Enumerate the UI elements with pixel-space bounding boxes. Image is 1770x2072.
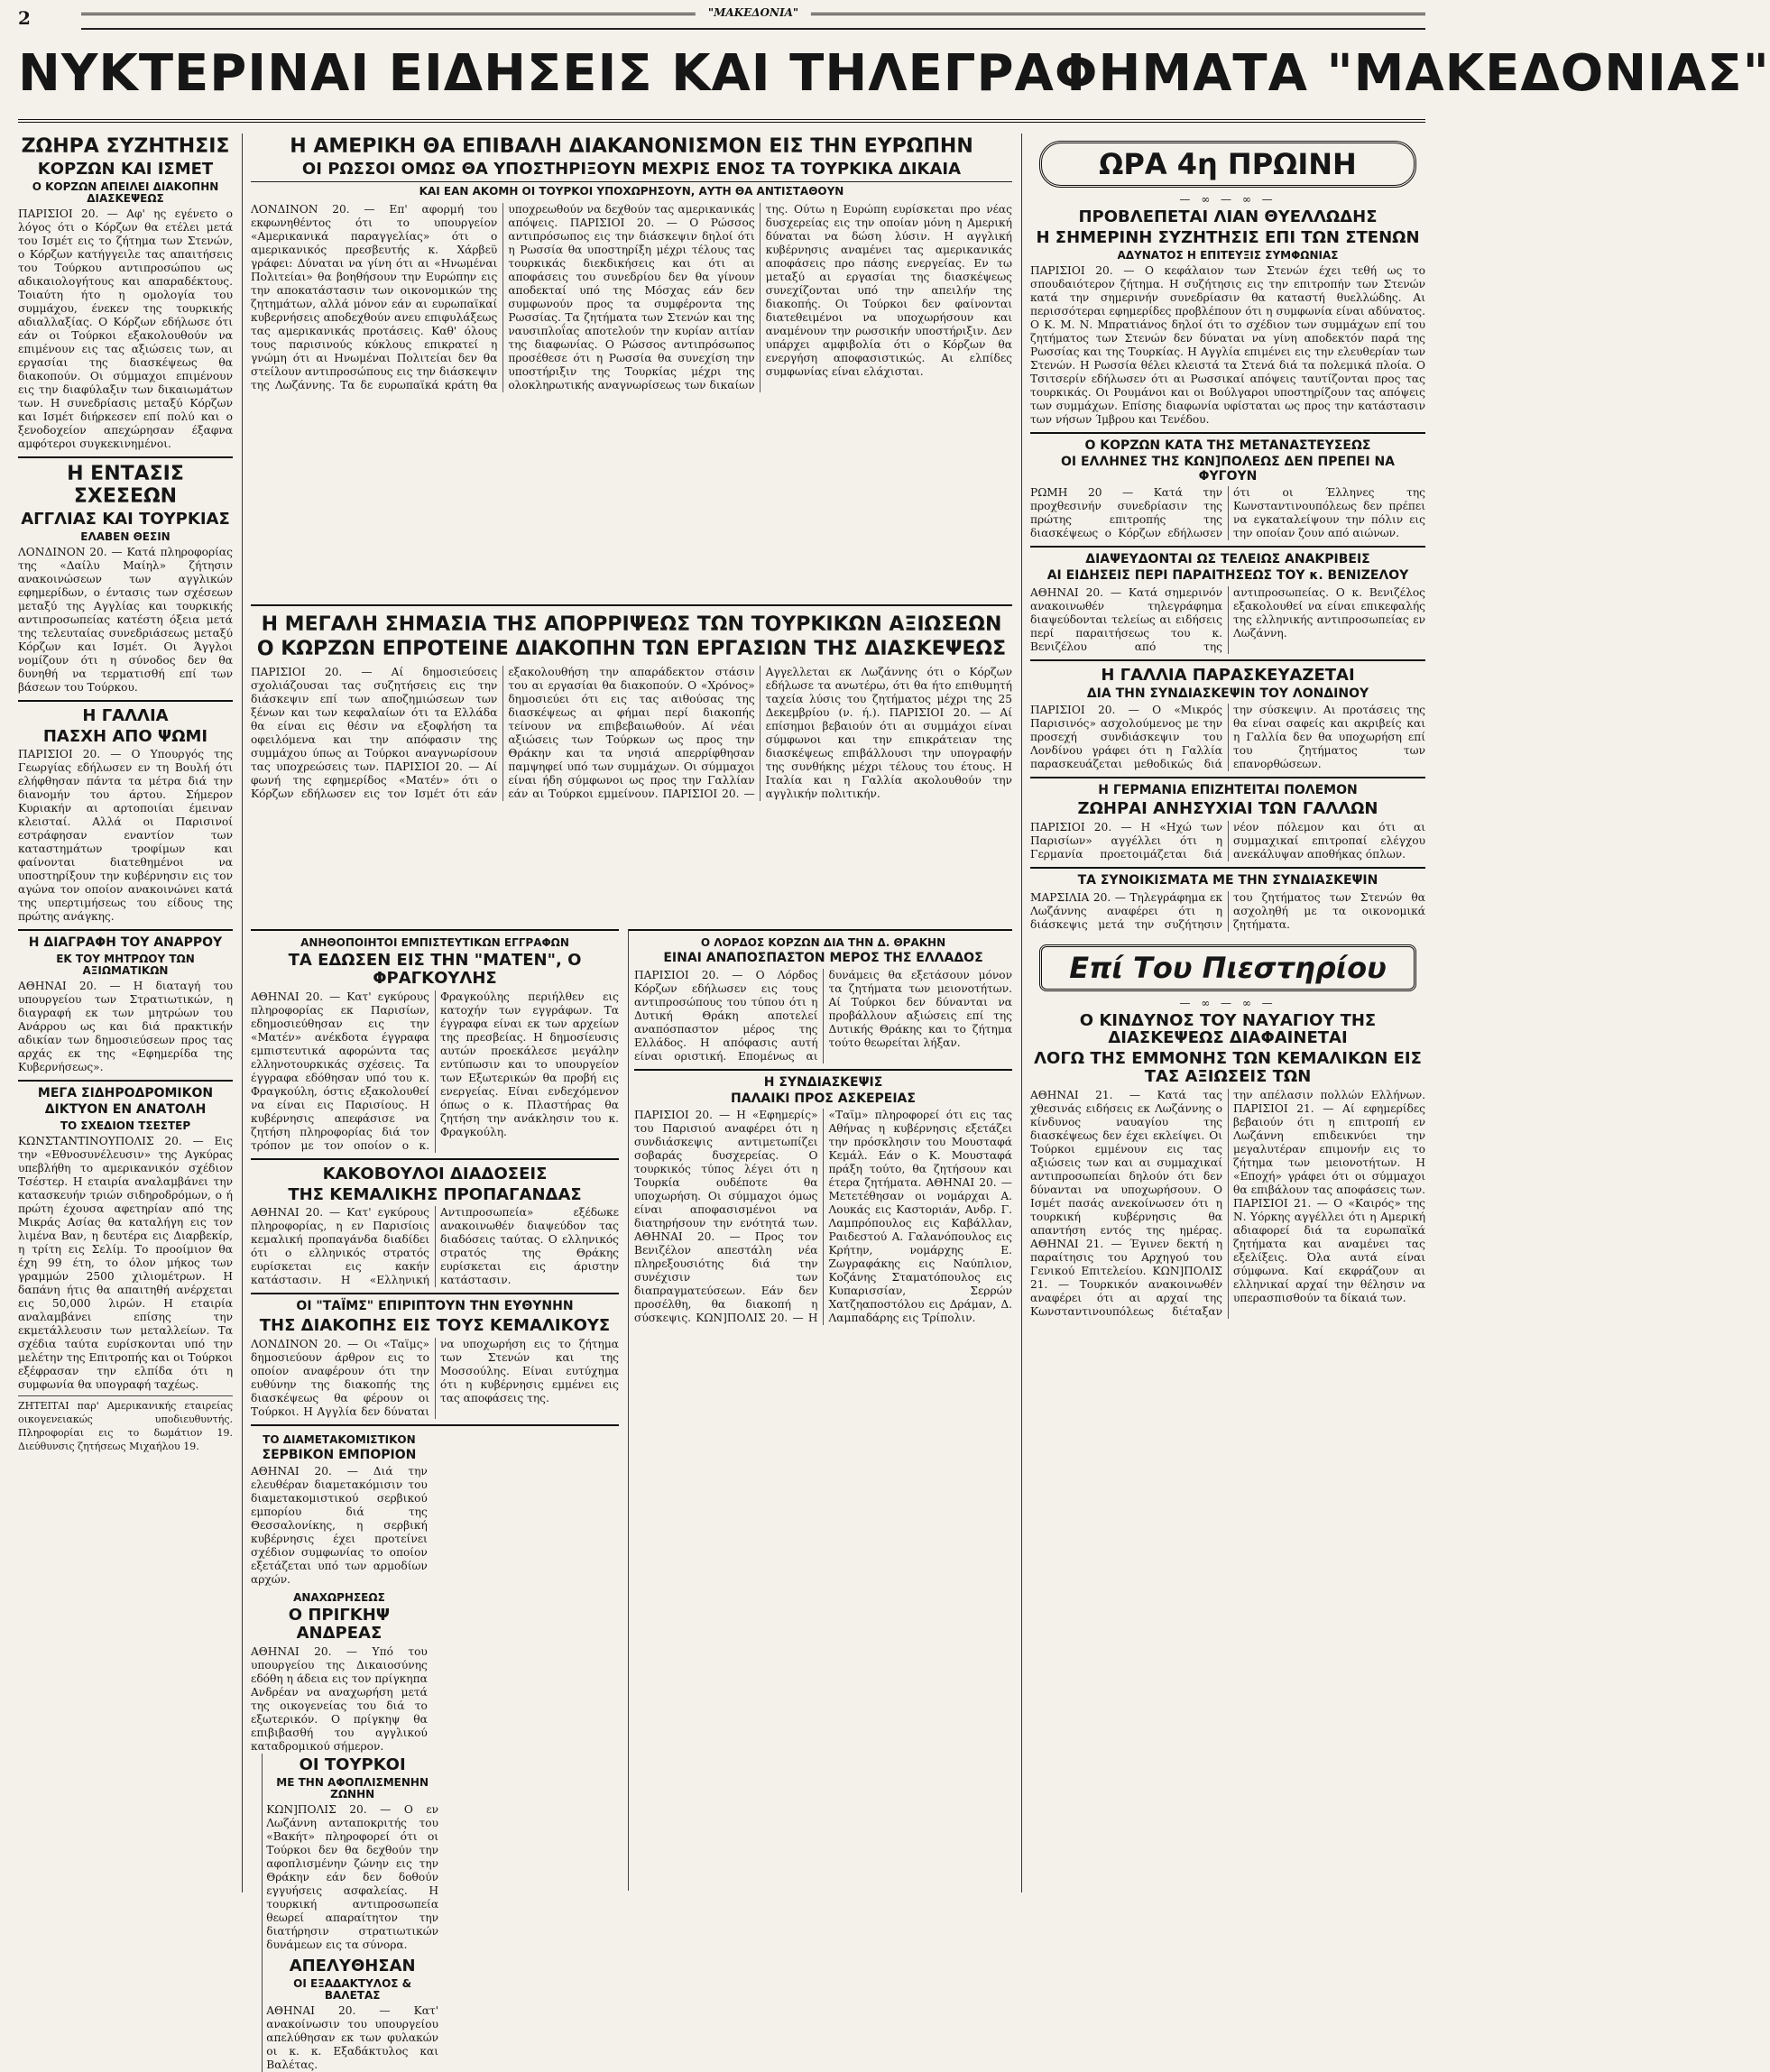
article-body: ΑΘΗΝΑΙ 20. — Διά την ελευθέραν διαμετακόμισιν του διαμετακομιστικού σερβικού εμπορίου διά της Θεσσαλονίκης, η σερβική κυβέρνησις έχει προτείνει σχέδιον συμφωνίας το οποίον εξετάζεται υπό των αρμοδίων αρχών. — [251, 1465, 428, 1587]
subheadline: ΑΙ ΕΙΔΗΣΕΙΣ ΠΕΡΙ ΠΑΡΑΙΤΗΣΕΩΣ ΤΟΥ κ. ΒΕΝΙΖΕΛΟΥ — [1046, 568, 1409, 584]
late-news-box: ΩΡΑ 4η ΠΡΩΙΝΗ — [1039, 141, 1416, 188]
subheadline: ΑΔΥΝΑΤΟΣ Η ΕΠΙΤΕΥΞΙΣ ΣΥΜΦΩΝΙΑΣ — [1117, 248, 1339, 262]
subheadline: ΤΗΣ ΚΕΜΑΛΙΚΗΣ ΠΡΟΠΑΓΑΝΔΑΣ — [288, 1184, 582, 1204]
headline: Ο ΛΟΡΔΟΣ ΚΟΡΖΩΝ ΔΙΑ ΤΗΝ Δ. ΘΡΑΚΗΝ — [700, 936, 946, 949]
headline: ΖΩΗΡΑ ΣΥΖΗΤΗΣΙΣ — [21, 135, 230, 158]
subheadline: ΛΟΓΩ ΤΗΣ ΕΜΜΟΝΗΣ ΤΩΝ ΚΕΜΑΛΙΚΩΝ ΕΙΣ ΤΑΣ ΑΞΙΩΣΕΙΣ ΤΩΝ — [1034, 1049, 1422, 1086]
article-body: ΚΩΝ]ΠΟΛΙΣ 20. — Ο εν Λωζάννη ανταποκριτής του «Βακήτ» πληροφορεί ότι οι Τούρκοι δεν θα δεχθούν την αφοπλισμένην ζώνην εις την Θράκην εάν δεν δοθούν εγγυήσεις ασφαλείας. Η τουρκική αντιπροσωπεία θεωρεί απαραίτητον την διατήρησιν στρατιωτικών δυνάμεων εις τα σύνορα. — [266, 1803, 439, 1952]
article-body: ΛΟΝΔΙΝΟΝ 20. — Οι «Ταϊμς» δημοσιεύουν άρθρον εις το οποίον αναφέρουν ότι την ευθύνην της διακοπής της διασκέψεως θα φέρουν οι Τούρκοι. Η Αγγλία δεν δύναται να υποχωρήση εις το ζήτημα των Στενών και της Μοσσούλης. Είναι ευτύχημα ότι η κυβέρνησις εμμένει εις τας αποφάσεις της. — [251, 1337, 619, 1418]
article-body: ΠΑΡΙΣΙΟΙ 20. — Η «Εφημερίς» του Παρισιού αναφέρει ότι η συνδιάσκεψις αντιμετωπίζει σοβαράς δυσχερείας. Ο τουρκικός τύπος λέγει ότι η Τουρκία ουδέποτε θα υποχωρήση. Οι σύμμαχοι όμως είναι αποφασισμένοι να διατηρήσουν την ενότητά των. ΑΘΗΝΑΙ 20. — Προς τον Βενιζέλον απεστάλη νέα πληρεξουσιότης διά την συνέχισιν των διαπραγματεύσεων. Εάν δεν προσέλθη, θα διακοπή η σύσκεψις. ΚΩΝ]ΠΟΛΙΣ 20. — Η «Ταϊμ» πληροφορεί ότι εις τας Αθήνας η κυβέρνησις εξετάζει την πρόσκλησιν του Μουσταφά Κεμάλ. Εάν ο Κ. Μουσταφά πράξη τούτο, θα ζητήσουν και έτερα ζητήματα. ΑΘΗΝΑΙ 20. — Μετετέθησαν οι νομάρχαι Α. Λουκάς εις Καστοριάν, Ανδρ. Γ. Λαμπρόπουλος εις Καβάλλαν, Ραιδεστού Α. Γαλανόπουλος εις Κρήτην, νομάρχης Ε. Ζωγραφάκης εις Ναύπλιον, Κοζάνης Σταματόπουλος εις Κυπαρισσίαν, Σερρών Χατζηαποστόλου εις Δράμαν, Δ. Λαμπαδάρης εις Τρίπολιν. — [634, 1109, 1012, 1325]
press-box: Επί Του Πιεστηρίου — [1039, 944, 1416, 991]
column-rule — [1021, 134, 1022, 1892]
divider — [251, 1424, 619, 1426]
headline: Η ΓΕΡΜΑΝΙΑ ΕΠΙΖΗΤΕΙΤΑΙ ΠΟΛΕΜΟΝ — [1098, 782, 1358, 797]
divider — [1030, 777, 1425, 778]
divider — [1030, 659, 1425, 661]
subheadline: Ο ΚΩΡΖΩΝ ΕΠΡΟΤΕΙΝΕ ΔΙΑΚΟΠΗΝ ΤΩΝ ΕΡΓΑΣΙΩΝ ΤΗΣ ΔΙΑΣΚΕΨΕΩΣ — [256, 638, 1007, 661]
article-anarros — [18, 936, 233, 1074]
subheadline: Η ΣΗΜΕΡΙΝΗ ΣΥΖΗΤΗΣΙΣ ΕΠΙ ΤΩΝ ΣΤΕΝΩΝ — [1036, 227, 1420, 247]
turks-article — [262, 1754, 438, 2072]
subheadline: ΚΟΡΖΩΝ ΚΑΙ ΙΣΜΕΤ — [37, 160, 214, 180]
article-body: ΑΘΗΝΑΙ 20. — Η διαταγή του υπουργείου των Στρατιωτικών, η διαγραφή εκ των μητρώων του Ανάρρου ως και διά πρακτικήν αδικίαν των δημοσιεύσεων προς τας αρχάς εκ της «Εφημερίδα της Κυβερνήσεως». — [18, 980, 233, 1074]
article-body: ΠΑΡΙΣΙΟΙ 20. — Η «Ηχώ των Παρισίων» αγγέλλει ότι η Γερμανία προετοιμάζεται διά νέον πόλεμον και ότι αι συμμαχικαί επιτροπαί ελέγχου ανεκάλυψαν αποθήκας όπλων. — [1030, 821, 1425, 861]
article-body: ΛΟΝΔΙΝΟΝ 20. — Κατά πληροφορίας της «Δαίλυ Μαίηλ» ζήτησιν ανακοινώσεων των αγγλικών εφημερίδων, ο έντασις των σχέσεων μεταξύ της Αγγλίας και τουρκικής αντιπροσωπείας κατέστη όξεια μετά της τελευταίας συνεδριάσεως μεταξύ Κόρζων και Ισμέτ. Οι Άγγλοι νομίζουν ότι η σύνοδος δεν θα δυνηθή να τερματισθή επί των βάσεων του Τούρκου. — [18, 545, 233, 694]
subheadline: ΠΑΣΧΗ ΑΠΟ ΨΩΜΙ — [42, 726, 208, 746]
divider — [18, 456, 233, 458]
subheadline: ΤΟ ΣΧΕΔΙΟΝ ΤΣΕΣΤΕΡ — [60, 1119, 191, 1132]
divider — [18, 929, 233, 931]
subheadline: ΕΚ ΤΟΥ ΜΗΤΡΩΟΥ ΤΩΝ ΑΞΙΩΜΑΤΙΚΩΝ — [56, 952, 195, 977]
ornament: — ∞ — ∞ — — [1179, 193, 1277, 206]
subheadline: ΚΑΙ ΕΑΝ ΑΚΟΜΗ ΟΙ ΤΟΥΡΚΟΙ ΥΠΟΧΩΡΗΣΟΥΝ, ΑΥΤΗ ΘΑ ΑΝΤΙΣΤΑΘΟΥΝ — [251, 181, 1012, 198]
article-body: ΠΑΡΙΣΙΟΙ 20. — Ο Λόρδος Κόρζων εδήλωσεν εις τους αντιπροσώπους του τύπου ότι η Δυτική Θράκη αποτελεί αναπόσπαστον μέρος της Ελλάδος. Η απόφασις αυτή είναι οριστική. Επομένως αι δυνάμεις θα εξετάσουν μόνον τα ζητήματα των μειονοτήτων. Αί Τούρκοι δεν δύνανται να προβάλλουν αξιώσεις επί της Δυτικής Θράκης και το ζήτημα τούτο θεωρείται λήξαν. — [634, 968, 1012, 1063]
headline: Ο ΚΟΡΖΩΝ ΚΑΤΑ ΤΗΣ ΜΕΤΑΝΑΣΤΕΥΣΕΩΣ — [1084, 437, 1371, 453]
article-body: ΑΘΗΝΑΙ 20. — Κατ' εγκύρους πληροφορίας εκ Παρισίων, εδημοσιεύθησαν εις την «Ματέν» ανέκδοτα έγγραφα εμπιστευτικά αφορώντα τας ελληνοτουρκικάς σχέσεις. Τα έγγραφα εδόθησαν υπό του κ. Φραγκούλη, όστις εξακολουθεί να είναι εις Παρισίους. Η κυβέρνησις απεφάσισε να ζητήση πληροφορίας διά τον τρόπον με τον οποίον ο κ. Φραγκούλης περιήλθεν εις κατοχήν των εγγράφων. Τα έγγραφα είναι εκ των αρχείων της πρεσβείας. Η δημοσίευσις αυτών προεκάλεσε μεγάλην εντύπωσιν και το υπουργείον των Εξωτερικών θα προβή εις ενεργείας. Είναι ενδεχόμενον όπως ο κ. Πλαστήρας θα ζητήση την ανάκλησιν του κ. Φραγκούλη. — [251, 990, 619, 1152]
page-number: 2 — [18, 7, 31, 29]
center-low-left — [251, 929, 619, 2072]
column-rule — [242, 134, 243, 1892]
article-body: ΠΑΡΙΣΙΟΙ 20. — Αφ' ης εγένετο ο λόγος ότι ο Κόρζων θα ετέλει μετά του Ισμέτ εις το ζήτημα των Στενών, ο Κόρζων κατήγγειλε τας απαιτήσεις του Τούρκου αντιπροσώπου ως αδικαιολογήτους και απαραδέκτους. Τοιαύτη ήτο η ομολογία του συμμάχου, ένεκεν της τουρκικής αδιαλλαξίας. Ο Κόρζων εδήλωσε ότι εάν οι Τούρκοι εξακολουθούν να επιμένουν εις τας αξιώσεις των, αι εργασίαι της διασκέψεως θα διακοπούν. Οι σύμμαχοι επιμένουν εις την διαφύλαξιν των δικαιωμάτων των. Η συνεδρίασις μεταξύ Κόρζων και Ισμέτ διήρκεσεν επί πολύ και ο ξενοδοχείον απεχώρησαν έξαφνα αμφότεροι συγκεκινημένοι. — [18, 207, 233, 451]
subheadline: ΤΗΣ ΔΙΑΚΟΠΗΣ ΕΙΣ ΤΟΥΣ ΚΕΜΑΛΙΚΟΥΣ — [259, 1315, 611, 1335]
headline: Η ΣΥΝΔΙΑΣΚΕΨΙΣ — [763, 1074, 883, 1090]
transit-article — [251, 1432, 428, 1754]
divider — [18, 700, 233, 702]
subheadline: ΑΓΓΛΙΑΣ ΚΑΙ ΤΟΥΡΚΙΑΣ — [21, 509, 230, 529]
subheadline: ΜΕ ΤΗΝ ΑΦΟΠΛΙΣΜΕΝΗΝ ΖΩΝΗΝ — [276, 1775, 429, 1800]
headline: ΑΝΑΧΩΡΗΣΕΩΣ — [293, 1591, 385, 1605]
subheadline: ΕΛΑΒΕΝ ΘΕΣΙΝ — [80, 530, 171, 543]
headline: ΟΙ "ΤΑΪΜΣ" ΕΠΙΡΙΠΤΟΥΝ ΤΗΝ ΕΥΘΥΝΗΝ — [296, 1299, 574, 1314]
headline: ΟΙ ΤΟΥΡΚΟΙ — [299, 1754, 406, 1774]
subheadline: Ο ΠΡΙΓΚΗΨ ΑΝΔΡΕΑΣ — [288, 1606, 391, 1644]
article-body: ΠΑΡΙΣΙΟΙ 20. — Ο «Μικρός Παρισινός» ασχολούμενος με την προσεχή συνδιάσκεψιν του Λονδίνου γράφει ότι η Γαλλία παρασκευάζεται μεθοδικώς διά την σύσκεψιν. Αι προτάσεις της θα είναι σαφείς και ακριβείς και η Γαλλία δεν θα υποχωρήση επί του ζητήματος των επανορθώσεων. — [1030, 703, 1425, 770]
classified-ad: ΖΗΤΕΙΤΑΙ παρ' Αμερικανικής εταιρείας οικογενειακώς υποδιευθυντής. Πληροφορίαι εις το δωμάτιον 19. Διεύθυνσις ζητήσεως Μιχαήλου 19. — [18, 1395, 233, 1453]
headline: ΔΙΑΨΕΥΔΟΝΤΑΙ ΩΣ ΤΕΛΕΙΩΣ ΑΝΑΚΡΙΒΕΙΣ — [1085, 551, 1370, 566]
article-railway — [18, 1087, 233, 1453]
article-body: ΠΑΡΙΣΙΟΙ 20. — Ο Υπουργός της Γεωργίας εδήλωσεν εν τη Βουλή ότι ελήφθησαν πάντα τα μέτρα διά την διανομήν του άρτου. Σήμερον Κυριακήν αι αρτοποιίαι έμειναν κλεισταί. Αλλά οι Παρισινοί εστράφησαν εναντίον των καταστημάτων τροφίμων και φαίνονται διατεθημένοι να υποστηρίξουν την κυβέρνησιν εις τον αγώνα τον οποίον ανακοινώνει κατά της υπερτιμήσεως του είδους της πρώτης ανάγκης. — [18, 748, 233, 924]
divider — [18, 1080, 233, 1082]
article-body: ΠΑΡΙΣΙΟΙ 20. — Αί δημοσιεύσεις σχολιάζουσαι τας συζητήσεις εις την διάσκεψιν επί των αποζημιώσεων των ξένων και των κεφαλαίων ότι τα Ελλάδα θα είναι εις θέσιν να εξοφλήση τα οφειλόμενα και την απόφασιν της συμμάχου ύπως αι Τούρκοι αναγνωρίσουν τας υποχρεώσεις των. ΠΑΡΙΣΙΟΙ 20. — Αί φωνή της εφημερίδος «Ματέν» ότι ο Κόρζων εδήλωσεν εις τον Ισμέτ ότι εάν εξακολουθήση την απαράδεκτον στάσιν του αι εργασίαι θα διακοπούν. Ο «Χρόνος» δημοσιεύει ότι εις τας αιθούσας της διασκέψεως αι φήμαι περί διακοπής τείνουν να επιβεβαιωθούν. Αί νέαι αξιώσεις των Τούρκων ως προς την Θράκην και τα νησιά απερρίφθησαν παμψηφεί υπό των συμμάχων. Οι σύμμαχοι είναι ήδη σύμφωνοι ως προς την Γαλλίαν εάν αι Τούρκοι εμμείνουν. ΠΑΡΙΣΙΟΙ 20. — Αγγελλεται εκ Λωζάννης ότι ο Κόρζων εδήλωσε τα ανωτέρω, ότι θα ήτο επιθυμητή ταχεία λύσις του ζητήματος μέχρι της 25 Δεκεμβρίου (ν. ή.). ΠΑΡΙΣΙΟΙ 20. — Αί επίσημοι βεβαιούν ότι αι συμμάχοι είναι σύμφωνοι και την επικράτειαν της διασκέψεως επιβάλλουσι την υπογραφήν της συνθήκης μέχρι τέλους του έτους. Η Ιταλία και η Γαλλία ακολουθούν την αγγλικήν πολιτικήν. — [251, 666, 1012, 801]
headline: ΤΟ ΔΙΑΜΕΤΑΚΟΜΙΣΤΙΚΟΝ — [263, 1432, 416, 1446]
center-low-right — [628, 929, 1012, 1891]
article-body: ΚΩΝΣΤΑΝΤΙΝΟΥΠΟΛΙΣ 20. — Εις την «Εθνοσυνέλευσιν» της Αγκύρας υπεβλήθη το αμερικανικόν σχέδιον Τσέστερ. Η εταιρία αναλαμβάνει την κατασκευήν τριών σιδηροδρόμων, ο ή πρώτη έχουσα αφετηρίαν από της Μικράς Ασίας θα καταλήγη εις τον λιμένα Βαν, η δευτέρα εις Διαρβεκίρ, η τρίτη εις Σελίμ. Το προοίμιον θα έχη 99 έτη, το όλον μήκος των γραμμών 2500 χιλιομέτρων. Η δαπάνη ήτις θα απαιτηθή ανέρχεται εις 50,000 λιρών. Η εταιρία αναλαμβάνει επίσης την εκμετάλλευσιν των μεταλλείων. Τα σχέδια ταύτα ευρίσκονται υπό την μελέτην της Επιτροπής και οι Τούρκοι εξέφρασαν την ελπίδα ότι η συμφωνία θα υπογραφή ταχέως. — [18, 1135, 233, 1392]
article-body: ΑΘΗΝΑΙ 20. — Υπό του υπουργείου της Δικαιοσύνης εδόθη η άδεια εις τον πρίγκηπα Ανδρέαν να αναχωρήση μετά της οικογενείας του διά το εξωτερικόν. Ο πρίγκηψ θα επιβιβασθή του αγγλικού καταδρομικού σήμερον. — [251, 1644, 428, 1753]
subheadline: ΔΙΑ ΤΗΝ ΣΥΝΔΙΑΣΚΕΨΙΝ ΤΟΥ ΛΟΝΔΙΝΟΥ — [1086, 686, 1369, 701]
ornament: — ∞ — ∞ — — [1179, 996, 1277, 1009]
divider — [251, 1158, 619, 1160]
top-rule — [81, 6, 1425, 30]
subheadline: ΟΙ ΕΞΑΔΑΚΤΥΛΟΣ & ΒΑΛΕΤΑΣ — [293, 1976, 412, 2003]
headline: ΑΝΗΘΟΠΟΙΗΤΟΙ ΕΜΠΙΣΤΕΥΤΙΚΩΝ ΕΓΓΡΑΦΩΝ — [300, 936, 569, 949]
subheadline: ΟΙ ΡΩΣΣΟΙ ΟΜΩΣ ΘΑ ΥΠΟΣΤΗΡΙΞΟΥΝ ΜΕΧΡΙΣ ΕΝΟΣ ΤΑ ΤΟΥΡΚΙΚΑ ΔΙΚΑΙΑ — [301, 160, 962, 180]
headline: ΠΡΟΒΛΕΠΕΤΑΙ ΛΙΑΝ ΘΥΕΛΛΩΔΗΣ — [1078, 207, 1378, 226]
newspaper-page — [18, 6, 1770, 2072]
subheadline: ΕΙΝΑΙ ΑΝΑΠΟΣΠΑΣΤΟΝ ΜΕΡΟΣ ΤΗΣ ΕΛΛΑΔΟΣ — [663, 951, 983, 966]
article-body: ΑΘΗΝΑΙ 20. — Κατ' εγκύρους πληροφορίας, η εν Παρισίοις κεμαλική προπαγάνδα διαδίδει ότι ο ελληνικός στρατός ευρίσκεται εις κακήν κατάστασιν. Η «Ελληνική Αντιπροσωπεία» εξέδωκε ανακοινωθέν διαψεύδον τας διαδόσεις ταύτας. Ο ελληνικός στρατός της Θράκης ευρίσκεται εις άριστην κατάστασιν. — [251, 1206, 619, 1287]
center-top-article — [251, 134, 1012, 594]
headline: Η ΓΑΛΛΙΑ — [82, 705, 169, 725]
headline: ΚΑΚΟΒΟΥΛΟΙ ΔΙΑΔΟΣΕΙΣ — [322, 1164, 548, 1183]
headline: ΤΑ ΣΥΝΟΙΚΙΣΜΑΤΑ ΜΕ ΤΗΝ ΣΥΝΔΙΑΣΚΕΨΙΝ — [1077, 873, 1378, 889]
article-tension — [18, 464, 233, 694]
masthead: ΝΥΚΤΕΡΙΝΑΙ ΕΙΔΗΣΕΙΣ ΚΑΙ ΤΗΛΕΓΡΑΦΗΜΑΤΑ "ΜΑΚΕΔΟΝΙΑΣ" — [18, 29, 1425, 123]
divider — [251, 1293, 619, 1294]
subheadline: ΠΑΛΑΙΚΙ ΠΡΟΣ ΑΣΚΕΡΕΙΑΣ — [731, 1091, 916, 1106]
article-body: ΜΑΡΣΙΛΙΑ 20. — Τηλεγράφημα εκ Λωζάννης αναφέρει ότι η διάσκεψις μετά την συζήτησιν του ζητήματος των Στενών θα ασχοληθή με τα οικονομικά ζητήματα. — [1030, 890, 1425, 931]
article-body: ΑΘΗΝΑΙ 20. — Κατά σημερινόν ανακοινωθέν τηλεγράφημα διαψεύδονται τελείως αι ειδήσεις περί παραιτήσεως του κ. Βενιζέλου από της αντιπροσωπείας. Ο κ. Βενιζέλος εξακολουθεί να είναι επικεφαλής της ελληνικής αντιπροσωπείας εν Λωζάννη. — [1030, 585, 1425, 653]
headline: Η ΔΙΑΓΡΑΦΗ ΤΟΥ ΑΝΑΡΡΟΥ — [28, 935, 223, 951]
subheadline: ΟΙ ΕΛΛΗΝΕΣ ΤΗΣ ΚΩΝ]ΠΟΛΕΩΣ ΔΕΝ ΠΡΕΠΕΙ ΝΑ ΦΥΓΟΥΝ — [1060, 455, 1396, 483]
headline: Ο ΚΙΝΔΥΝΟΣ ΤΟΥ ΝΑΥΑΓΙΟΥ ΤΗΣ ΔΙΑΣΚΕΨΕΩΣ ΔΙΑΦΑΙΝΕΤΑΙ — [1079, 1010, 1377, 1048]
article-body: ΡΩΜΗ 20 — Κατά την προχθεσινήν συνεδρίασιν της πρώτης επιτροπής της διασκέψεως ο Κόρζων εδήλωσεν ότι οι Έλληνες της Κωνσταντινουπόλεως δεν πρέπει να εγκαταλείψουν την πόλιν εις την οποίαν ζουν από αιώνων. — [1030, 485, 1425, 539]
article-body: ΑΘΗΝΑΙ 21. — Κατά τας χθεσινάς ειδήσεις εκ Λωζάννης ο κίνδυνος ναυαγίου της διασκέψεως δεν έχει εκλείψει. Οι Τούρκοι εμμένουν εις τας αξιώσεις των και αι συμμαχικαί αντιπροσωπείαι δηλούν ότι δεν δύνανται να υποχωρήσουν. Ο Ισμέτ πασάς ανεκοίνωσεν ότι η τουρκική κυβέρνησις θα απαντήση εντός της ημέρας. ΑΘΗΝΑΙ 21. — Έγινεν δεκτή η παραίτησις του Αρχηγού του Γενικού Επιτελείου. ΚΩΝ]ΠΟΛΙΣ 21. — Τουρκικόν ανακοινωθέν αναφέρει ότι αι αρχαί της Κωνσταντινουπόλεως διέταξαν την απέλασιν πολλών Ελλήνων. ΠΑΡΙΣΙΟΙ 21. — Αί εφημερίδες βεβαιούν ότι η επιτροπή εν Λωζάννη επιδεικνύει την μεγαλυτέραν επιμονήν εις το ζήτημα των μειονοτήτων. Η «Εποχή» γράφει ότι οι σύμμαχοι θα επιβάλουν τας αποφάσεις των. ΠΑΡΙΣΙΟΙ 21. — Ο «Καιρός» της Ν. Υόρκης αγγέλλει ότι η Αμερική αδιαφορεί διά τα ευρωπαϊκά ζητήματα και αναμένει τας εξελίξεις. Όλα αυτά είναι σύμφωνα. Καί εκφράζουν αι ελληνικαί αρχαί την θέλησιν να υπερασπισθούν τα δίκαιά των. — [1030, 1088, 1425, 1318]
left-column — [18, 134, 233, 1892]
headline: Η ΑΜΕΡΙΚΗ ΘΑ ΕΠΙΒΑΛΗ ΔΙΑΚΑΝΟΝΙΣΜΟΝ ΕΙΣ ΤΗΝ ΕΥΡΩΠΗΝ — [290, 135, 973, 158]
paper-name: "ΜΑΚΕΔΟΝΙΑ" — [696, 6, 811, 19]
headline: Η ΜΕΓΑΛΗ ΣΗΜΑΣΙΑ ΤΗΣ ΑΠΟΡΡΙΨΕΩΣ ΤΩΝ ΤΟΥΡΚΙΚΩΝ ΑΞΙΩΣΕΩΝ — [261, 613, 1002, 636]
article-france-bread — [18, 707, 233, 925]
subheadline: ΤΑ ΕΔΩΣΕΝ ΕΙΣ ΤΗΝ "ΜΑΤΕΝ", Ο ΦΡΑΓΚΟΥΛΗΣ — [288, 951, 582, 988]
divider — [634, 1069, 1012, 1071]
right-column — [1030, 134, 1425, 1892]
divider — [1030, 432, 1425, 434]
headline: Η ΓΑΛΛΙΑ ΠΑΡΑΣΚΕΥΑΖΕΤΑΙ — [1101, 665, 1355, 685]
article-body: ΑΘΗΝΑΙ 20. — Κατ' ανακοίνωσιν του υπουργείου απελύθησαν εκ των φυλακών οι κ. κ. Εξαδάκτυλος και Βαλέτας. — [266, 2004, 439, 2072]
headline: ΑΠΕΛΥΘΗΣΑΝ — [289, 1957, 416, 1976]
subheadline: ΔΙΚΤΥΟΝ ΕΝ ΑΝΑΤΟΛΗ — [44, 1102, 207, 1118]
center-mid-article — [251, 604, 1012, 923]
divider — [1030, 546, 1425, 548]
headline: ΜΕΓΑ ΣΙΔΗΡΟΔΡΟΜΙΚΟΝ — [37, 1086, 214, 1101]
article-body: ΛΟΝΔΙΝΟΝ 20. — Επ' αφορμή του εκφωνηθέντος ότι το υπουργείον «Αμερικανικά παραγγελίας» ότι ο αμερικανικός πρεσβευτής κ. Χάρβεϋ γράφει: Δύναται να γίνη ότι αι «Ηνωμέναι Πολιτείαι» θα βοηθήσουν την Ευρώπην εις την αποκατάστασιν των οικονομικών της ζητημάτων, αλλά μόνον εάν αι ευρωπαϊκαί κυβερνήσεις αποδεχθούν ανευ επιφυλάξεως τας αμερικανικάς προτάσεις. Καθ' όλους τους παρισινούς κύκλους επικρατεί η γνώμη ότι αι Ηνωμέναι Πολιτείαι δεν θα στείλουν αντιπροσώπους εις την διάσκεψιν της Λωζάννης. Τα δε ευρωπαϊκά κράτη θα υποχρεωθούν να δεχθούν τας αμερικανικάς απόψεις. ΠΑΡΙΣΙΟΙ 20. — Ο Ρώσσος αντιπρόσωπος εις την διάσκεψιν δηλοί ότι η Ρωσσία θα υποστηρίξη μέχρι τέλους τας τουρκικάς διεκδικήσεις και ότι αι αποφάσεις του συνεδρίου δεν θα γίνουν αποδεκταί υπό της Μόσχας εάν δεν συμφωνούν προς τα συμφέροντα της Ρωσσίας. Τα ζητήματα των Στενών και της ναυσιπλοΐας αποτελούν την κυρίαν αιτίαν της διαφωνίας. Ο Ρώσσος αντιπρόσωπος προσέθεσε ότι η Ρωσσία θα συνεχίση την υποστήριξιν της Τουρκίας μέχρι της ολοκληρωτικής αναγνωρίσεως των δικαίων της. Ούτω η Ευρώπη ευρίσκεται προ νέας δυσχερείας εις την οποίαν μόνη η Αμερική δύναται να δώση λύσιν. Η αγγλική κυβέρνησις αναμένει τας αμερικανικάς αποφάσεις προ πάσης ενεργείας. Εν τω μεταξύ αι εργασίαι της διασκέψεως συνεχίζονται υπό την απειλήν της διακοπής. Οι Τούρκοι δεν φαίνονται διατεθειμένοι να υποχωρήσουν και αναμένουν την ρωσσικήν υποστήριξιν. Δεν υπάρχει αμφιβολία ότι ο Κόρζων θα ενεργήση αποφασιστικώς. Αι ελπίδες συμφωνίας είναι ελάχισται. — [251, 203, 1012, 392]
article-body: ΠΑΡΙΣΙΟΙ 20. — Ο κεφάλαιον των Στενών έχει τεθή ως το σπουδαιότερον ζήτημα. Η συζήτησις εις την επιτροπήν των Στενών κατά την σημερινήν συνεδρίασιν θα καταστή θυελλώδης. Αι περισσότεραι εφημερίδες προβλέπουν ότι η συμφωνία είναι αδύνατος. Ο Κ. Μ. Ν. Μπρατιάνος δηλοί ότι το σχέδιον των συμμάχων επί του ζητήματος των Στενών δεν δύναται να γίνη αποδεκτόν παρά της Ρωσσίας και της Τουρκίας. Η Αγγλία επιμένει εις την ελευθερίαν των Στενών. Η Ρωσσία θέλει κλειστά τα Στενά διά τα πολεμικά πλοία. Ο Τσιτσερίν εδήλωσεν ότι αι Ρωσσικαί απόψεις ταυτίζονται προς τας τουρκικάς. Οι Ρουμάνοι και οι Βούλγαροι υποστηρίζουν τας απόψεις των συμμάχων. Επίσης διαφωνία υφίσταται ως προς την κατάστασιν των νήσων Ίμβρου και Τενέδου. — [1030, 263, 1425, 426]
article-heated-discussion — [18, 136, 233, 451]
subheadline: ΖΩΗΡΑΙ ΑΝΗΣΥΧΙΑΙ ΤΩΝ ΓΑΛΛΩΝ — [1077, 799, 1378, 819]
divider — [1030, 867, 1425, 869]
subheadline: ΣΕΡΒΙΚΟΝ ΕΜΠΟΡΙΟΝ — [262, 1447, 417, 1462]
subheadline: Ο ΚΟΡΖΩΝ ΑΠΕΙΛΕΙ ΔΙΑΚΟΠΗΝ ΔΙΑΣΚΕΨΕΩΣ — [32, 180, 219, 206]
headline: Η ΕΝΤΑΣΙΣ ΣΧΕΣΕΩΝ — [67, 463, 184, 508]
